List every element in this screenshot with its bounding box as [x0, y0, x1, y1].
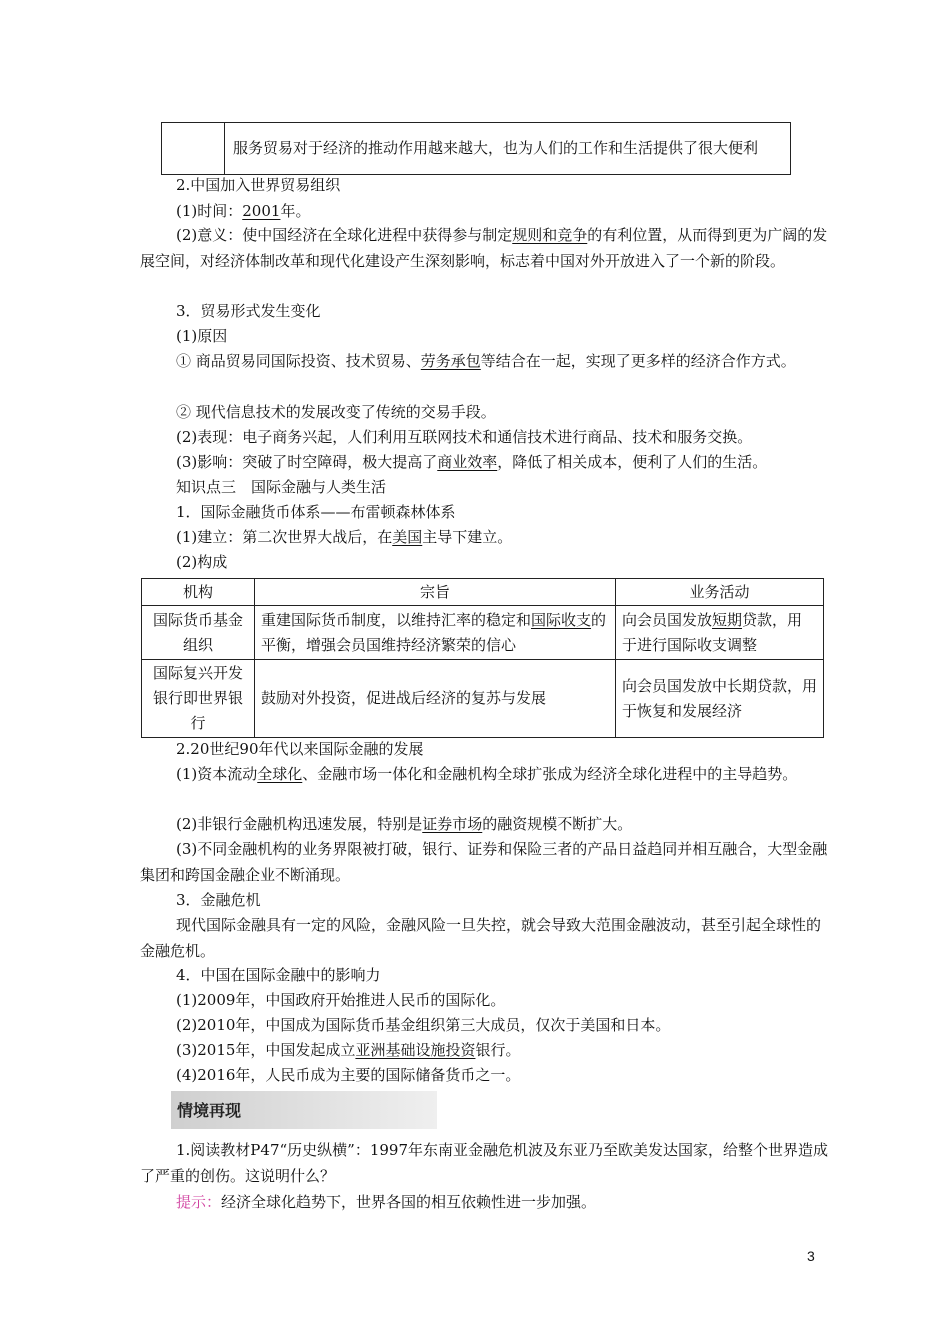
trade-cause-1: ① 商品贸易同国际投资、技术贸易、劳务承包等结合在一起，实现了更多样的经济合作方式。 — [176, 352, 796, 370]
finance-sub1: 1．国际金融货币体系——布雷顿森林体系 — [176, 503, 456, 521]
china-p1: (1)2009年，中国政府开始推进人民币的国际化。 — [176, 991, 506, 1009]
wto-time: (1)时间：2001年。 — [176, 202, 311, 220]
nineties-p3: (3)不同金融机构的业务界限被打破，银行、证券和保险三者的产品日益趋同并相互融合，大型金融集团和跨国金融企业不断涌现。 — [140, 840, 828, 884]
wto-heading: 2.中国加入世界贸易组织 — [176, 176, 341, 194]
finance-composition: (2)构成 — [176, 553, 228, 571]
table-cell-org: 国际复兴开发银行即世界银行 — [142, 660, 255, 738]
finance-establish: (1)建立：第二次世界大战后，在美国主导下建立。 — [176, 528, 513, 546]
nineties-heading: 2.20世纪90年代以来国际金融的发展 — [176, 740, 424, 758]
table-cell-activity: 向会员国发放短期贷款，用于进行国际收支调整 — [616, 606, 824, 660]
trade-effect: (3)影响：突破了时空障碍，极大提高了商业效率，降低了相关成本，便利了人们的生活。 — [176, 453, 768, 471]
wto-meaning-underline: 规则和竞争 — [512, 226, 588, 244]
china-p4: (4)2016年，人民币成为主要的国际储备货币之一。 — [176, 1066, 521, 1084]
finance-establish-underline: 美国 — [392, 528, 423, 546]
page-number: 3 — [807, 1248, 815, 1264]
wto-time-year: 2001 — [242, 202, 281, 220]
china-p3: (3)2015年，中国发起成立亚洲基础设施投资银行。 — [176, 1041, 521, 1059]
scenario-banner — [171, 1091, 437, 1129]
crisis-text: 现代国际金融具有一定的风险，金融风险一旦失控，就会导致大范围金融波动，甚至引起全球性的金融危机。 — [140, 916, 822, 960]
finance-heading: 知识点三 国际金融与人类生活 — [176, 478, 387, 496]
trade-cause-1-underline: 劳务承包 — [420, 352, 481, 370]
china-p2: (2)2010年，中国成为国际货币基金组织第三大成员，仅次于美国和日本。 — [176, 1016, 671, 1034]
table-activity-underline: 短期 — [712, 610, 743, 629]
nineties-p2-underline: 证券市场 — [422, 815, 483, 833]
nineties-p2: (2)非银行金融机构迅速发展，特别是证券市场的融资规模不断扩大。 — [176, 815, 633, 833]
wto-meaning: (2)意义：使中国经济在全球化进程中获得参与制定规则和竞争的有利位置，从而得到更为广阔的发展空间，对经济体制改革和现代化建设产生深刻影响，标志着中国对外开放进入了一个新的阶段。 — [140, 226, 828, 270]
table-aim-underline: 国际收支 — [531, 610, 592, 629]
scenario-banner-label: 情境再现 — [177, 1101, 242, 1120]
nineties-p1-underline: 全球化 — [257, 765, 303, 783]
top-table-empty-cell — [162, 123, 225, 175]
table-cell-aim: 鼓励对外投资，促进战后经济的复苏与发展 — [255, 660, 616, 738]
trade-cause: (1)原因 — [176, 327, 228, 345]
table-row — [142, 660, 824, 738]
top-table-text: 服务贸易对于经济的推动作用越来越大，也为人们的工作和生活提供了很大便利 — [225, 123, 791, 175]
table-header-aim: 宗旨 — [255, 579, 616, 606]
table-header-org: 机构 — [142, 579, 255, 606]
trade-effect-underline: 商业效率 — [437, 453, 498, 471]
scenario-hint — [176, 1190, 826, 1215]
table-header-activity: 业务活动 — [616, 579, 824, 606]
hint-label: 提示： — [176, 1193, 222, 1211]
finance-table — [141, 578, 824, 738]
table-row — [142, 606, 824, 660]
top-table — [161, 122, 791, 175]
table-cell-activity: 向会员国发放中长期贷款，用于恢复和发展经济 — [616, 660, 824, 738]
trade-cause-2: ② 现代信息技术的发展改变了传统的交易手段。 — [176, 403, 496, 421]
china-p3-underline: 亚洲基础设施投资 — [355, 1041, 476, 1059]
table-cell-org: 国际货币基金组织 — [142, 606, 255, 660]
nineties-p1: (1)资本流动全球化、金融市场一体化和金融机构全球扩张成为经济全球化进程中的主导趋势。 — [176, 765, 798, 783]
trade-performance: (2)表现：电子商务兴起，人们利用互联网技术和通信技术进行商品、技术和服务交换。 — [176, 428, 753, 446]
crisis-heading: 3．金融危机 — [176, 891, 261, 909]
scenario-question-1: 1.阅读教材P47“历史纵横”：1997年东南亚金融危机波及东亚乃至欧美发达国家，给整个世界造成了严重的创伤。这说明什么？ — [140, 1141, 829, 1185]
hint-text: 经济全球化趋势下，世界各国的相互依赖性进一步加强。 — [221, 1193, 597, 1211]
trade-heading: 3．贸易形式发生变化 — [176, 302, 321, 320]
china-heading: 4．中国在国际金融中的影响力 — [176, 966, 381, 984]
table-cell-aim: 重建国际货币制度，以维持汇率的稳定和国际收支的平衡，增强会员国维持经济繁荣的信心 — [255, 606, 616, 660]
